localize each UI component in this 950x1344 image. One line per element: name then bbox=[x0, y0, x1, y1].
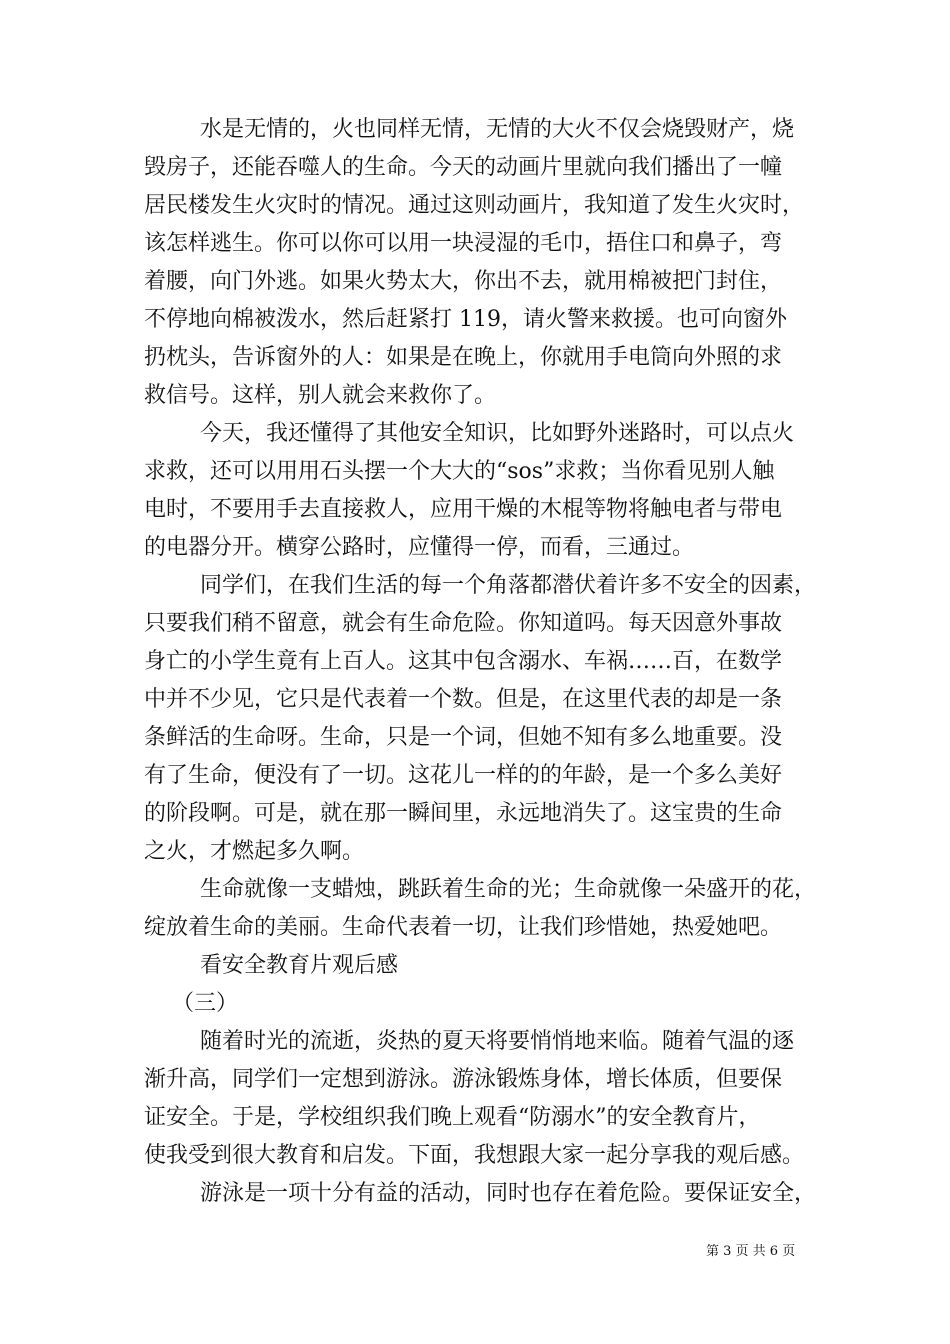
text-line: 扔枕头，告诉窗外的人：如果是在晚上，你就用手电筒向外照的求 bbox=[144, 345, 783, 370]
page-number: 第 3 页 共 6 页 bbox=[706, 1244, 796, 1259]
text-line: 生命就像一支蜡烛，跳跃着生命的光；生命就像一朵盛开的花， bbox=[200, 877, 817, 902]
section-number: （三） bbox=[172, 991, 239, 1016]
text-line: 求救，还可以用用石头摆一个大大的“sos”求救；当你看见别人触 bbox=[144, 459, 775, 484]
text-line: 绽放着生命的美丽。生命代表着一切，让我们珍惜她，热爱她吧。 bbox=[144, 915, 783, 940]
text-line: 使我受到很大教育和启发。下面，我想跟大家一起分享我的观后感。 bbox=[144, 1143, 805, 1168]
text-line: 救信号。这样，别人就会来救你了。 bbox=[144, 383, 497, 408]
text-line: 条鲜活的生命呀。生命，只是一个词，但她不知有多么地重要。没 bbox=[144, 725, 783, 750]
text-line: 中并不少见，它只是代表着一个数。但是，在这里代表的却是一条 bbox=[144, 687, 783, 712]
section-title: 看安全教育片观后感 bbox=[200, 953, 399, 978]
text-line: 渐升高，同学们一定想到游泳。游泳锻炼身体，增长体质，但要保 bbox=[144, 1067, 783, 1092]
text-line: 毁房子，还能吞噬人的生命。今天的动画片里就向我们播出了一幢 bbox=[144, 155, 783, 180]
text-line: 水是无情的，火也同样无情，无情的大火不仅会烧毁财产，烧 bbox=[200, 117, 795, 142]
text-line: 同学们，在我们生活的每一个角落都潜伏着许多不安全的因素， bbox=[200, 573, 817, 598]
text-line: 只要我们稍不留意，就会有生命危险。你知道吗。每天因意外事故 bbox=[144, 611, 783, 636]
text-line: 随着时光的流逝，炎热的夏天将要悄悄地来临。随着气温的逐 bbox=[200, 1029, 795, 1054]
text-line: 居民楼发生火灾时的情况。通过这则动画片，我知道了发生火灾时， bbox=[144, 193, 805, 218]
text-line: 的电器分开。横穿公路时，应懂得一停，而看，三通过。 bbox=[144, 535, 695, 560]
text-line: 的阶段啊。可是，就在那一瞬间里，永远地消失了。这宝贵的生命 bbox=[144, 801, 783, 826]
text-line: 身亡的小学生竟有上百人。这其中包含溺水、车祸……百，在数学 bbox=[144, 649, 783, 674]
text-line: 该怎样逃生。你可以你可以用一块浸湿的毛巾，捂住口和鼻子，弯 bbox=[144, 231, 783, 256]
text-line: 今天，我还懂得了其他安全知识，比如野外迷路时，可以点火 bbox=[200, 421, 795, 446]
text-line: 有了生命，便没有了一切。这花儿一样的的年龄，是一个多么美好 bbox=[144, 763, 783, 788]
text-line: 着腰，向门外逃。如果火势太大，你出不去，就用棉被把门封住， bbox=[144, 269, 783, 294]
text-line: 证安全。于是，学校组织我们晚上观看“防溺水”的安全教育片， bbox=[144, 1105, 761, 1130]
text-line: 之火，才燃起多久啊。 bbox=[144, 839, 365, 864]
text-line: 电时，不要用手去直接救人，应用干燥的木棍等物将触电者与带电 bbox=[144, 497, 783, 522]
text-line: 不停地向棉被泼水，然后赶紧打 119，请火警来救援。也可向窗外 bbox=[144, 307, 787, 332]
text-line: 游泳是一项十分有益的活动，同时也存在着危险。要保证安全， bbox=[200, 1181, 817, 1206]
